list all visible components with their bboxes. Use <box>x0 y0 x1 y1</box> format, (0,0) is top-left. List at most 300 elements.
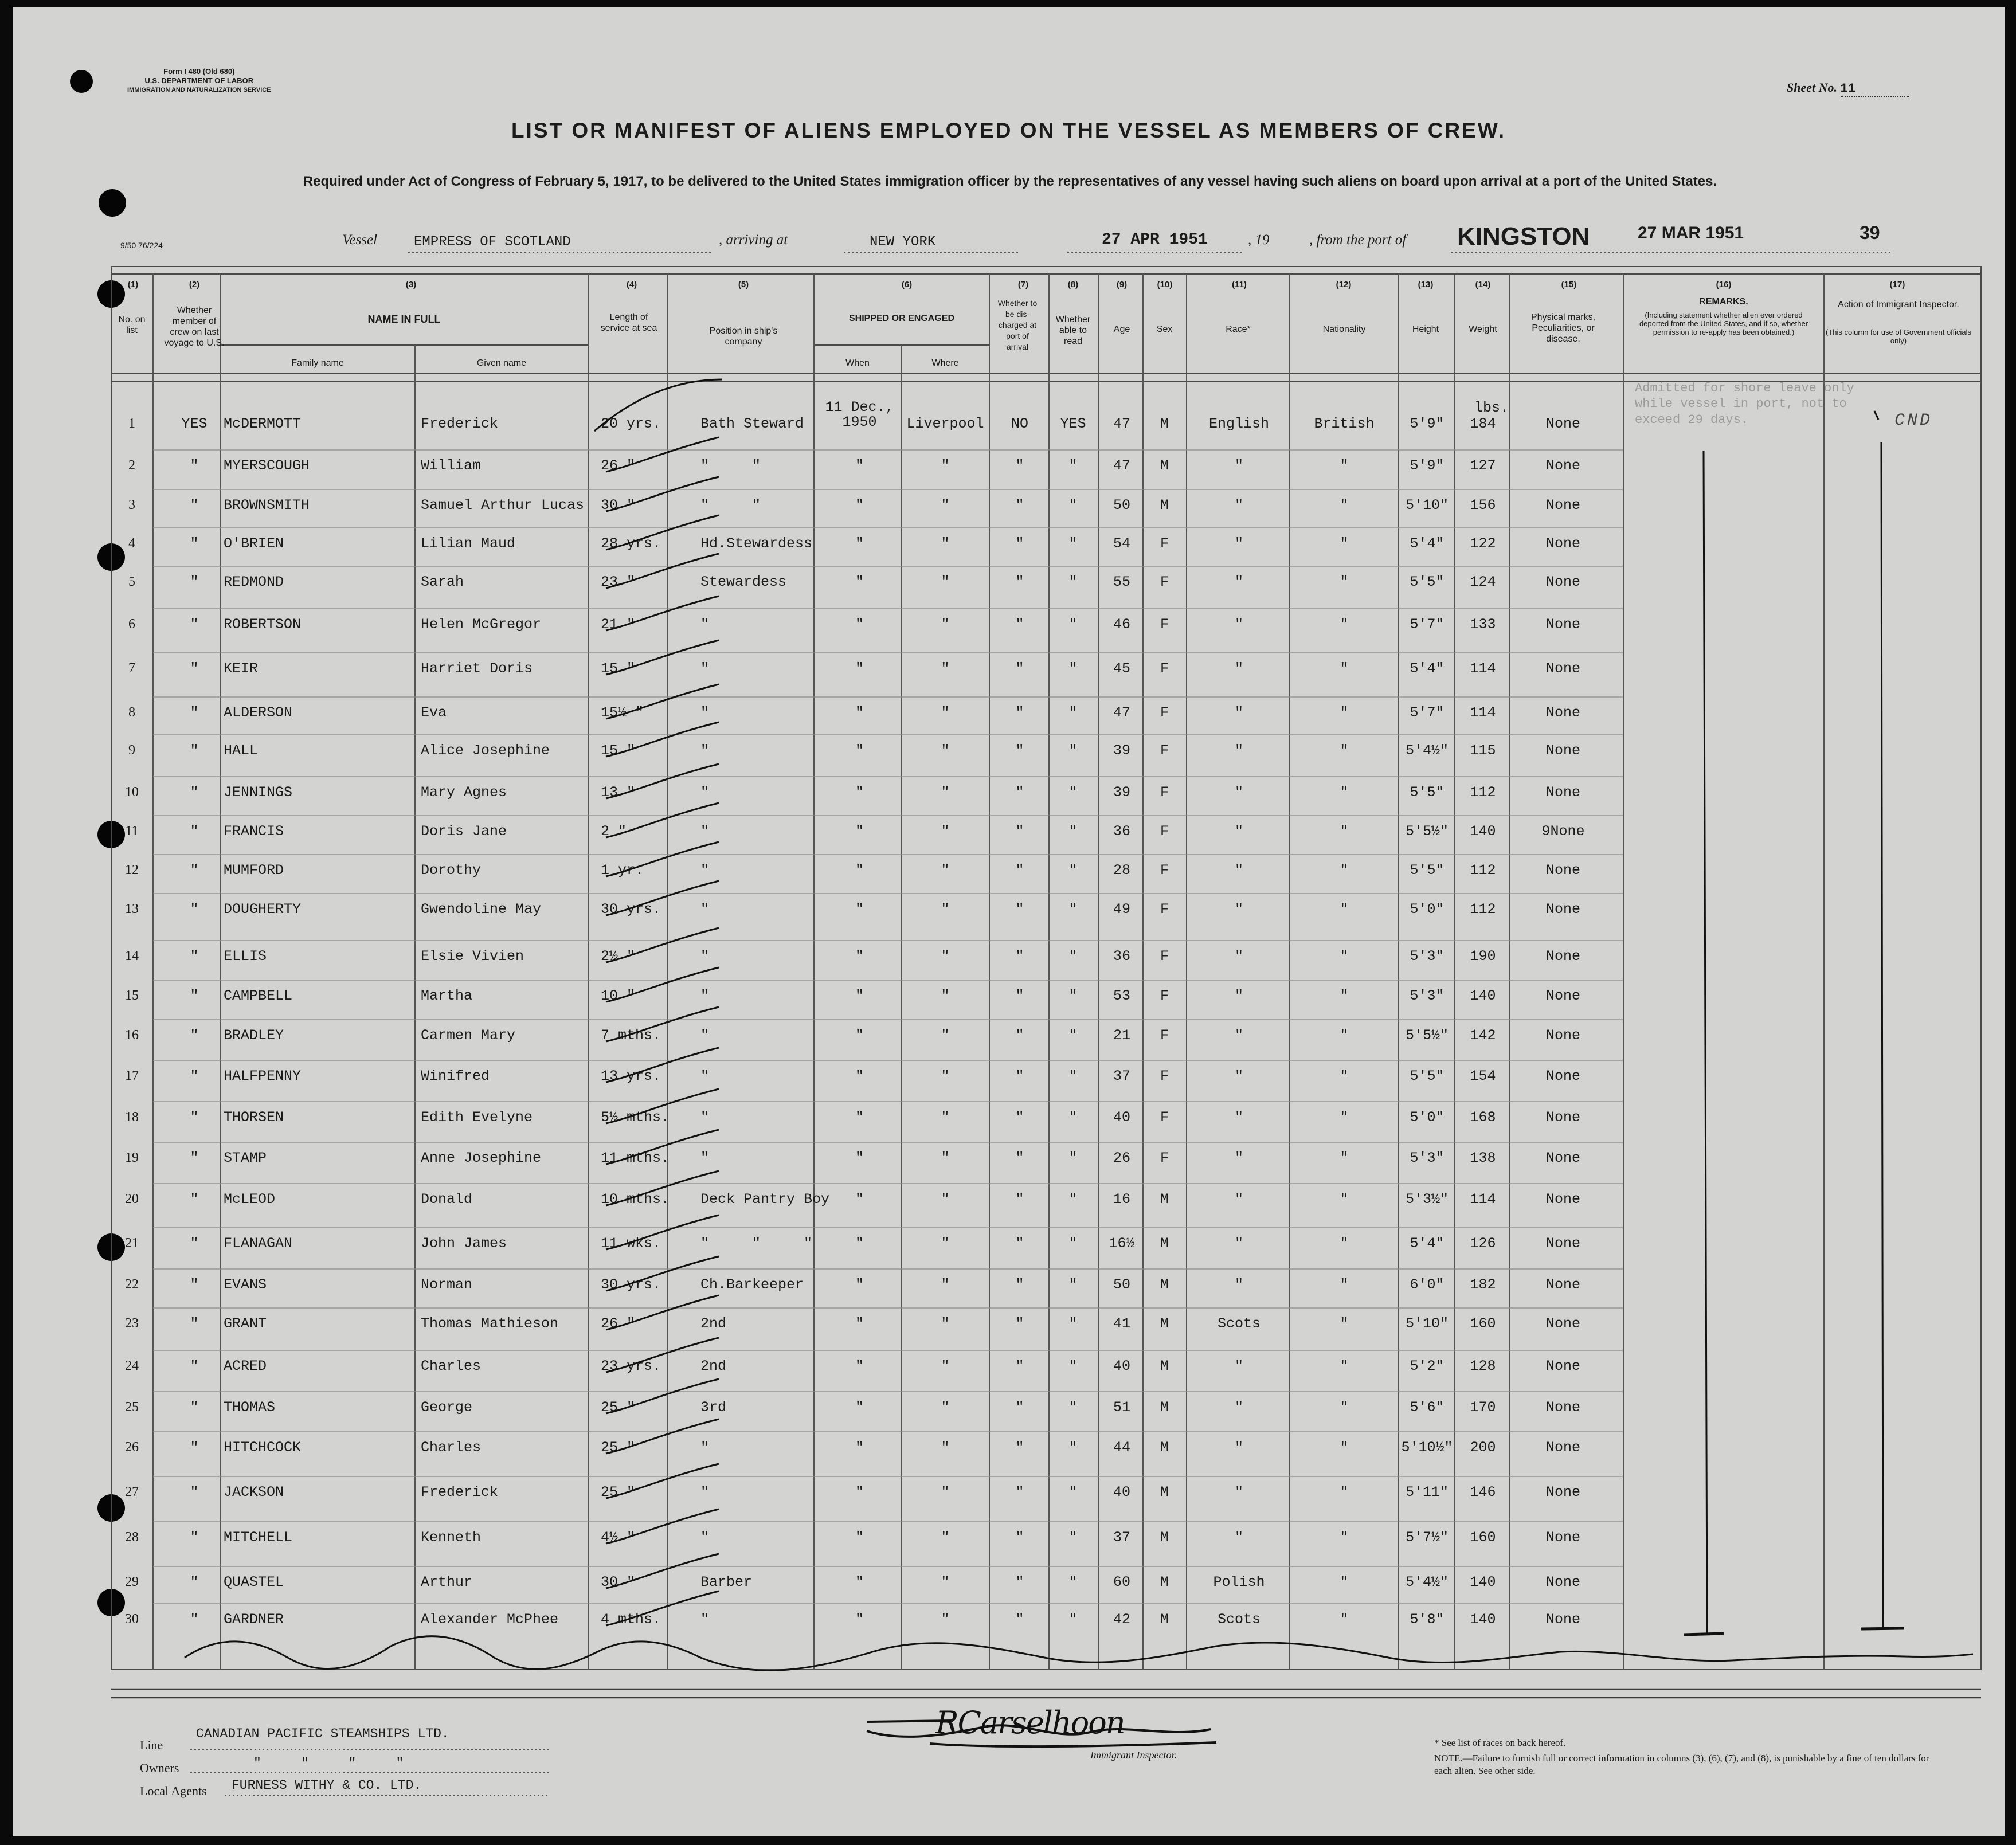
cell-height: 5'5½" <box>1405 1027 1449 1044</box>
cell-where: " <box>941 1484 950 1501</box>
cell-member: " <box>190 1191 199 1208</box>
cell-nationality: " <box>1340 1574 1349 1591</box>
cell-where: " <box>941 862 950 879</box>
penalty-note: NOTE.—Failure to furnish full or correct information in columns (3), (6), (7), and (8), is punishable by a fine of ten dollars for each alien. See other side. <box>1434 1753 1929 1776</box>
cell-age: 55 <box>1113 574 1130 590</box>
line-label: Line <box>140 1738 163 1752</box>
header-when: When <box>845 358 870 368</box>
cell-when: " <box>855 1611 864 1628</box>
cell-when: " <box>855 1068 864 1084</box>
races-note: * See list of races on back hereof. <box>1434 1737 1566 1748</box>
cell-discharged: " <box>1015 535 1024 552</box>
cell-read: " <box>1068 823 1078 840</box>
cell-member: " <box>190 784 199 801</box>
cell-discharged: " <box>1015 1150 1024 1166</box>
cell-age: 45 <box>1113 660 1130 677</box>
cell-given: Arthur <box>421 1574 473 1591</box>
cell-weight: 138 <box>1470 1150 1496 1166</box>
cell-race: " <box>1234 1109 1243 1126</box>
cell-physical: None <box>1545 574 1580 590</box>
cell-discharged: " <box>1015 1574 1024 1591</box>
cell-when: " <box>855 1439 864 1456</box>
cell-when: " <box>855 704 864 721</box>
cell-family: ALDERSON <box>224 704 293 721</box>
cell-position: " <box>700 1484 710 1501</box>
cell-read: " <box>1068 574 1078 590</box>
cell-sex: M <box>1160 497 1169 514</box>
cell-no: 2 <box>128 458 135 473</box>
cell-age: 44 <box>1113 1439 1130 1456</box>
cell-weight: 112 <box>1470 901 1496 918</box>
cell-no: 6 <box>128 617 135 632</box>
cell-when: " <box>855 901 864 918</box>
cell-read: " <box>1068 660 1078 677</box>
cell-height: 5'0" <box>1410 1109 1445 1126</box>
cell-age: 60 <box>1113 1574 1130 1591</box>
cell-when: " <box>855 742 864 759</box>
cell-no: 9 <box>128 743 135 758</box>
cell-when: " <box>855 1235 864 1252</box>
cell-where: " <box>941 574 950 590</box>
cell-member: " <box>190 1399 199 1416</box>
page-title: LIST OR MANIFEST OF ALIENS EMPLOYED ON THE VESSEL AS MEMBERS OF CREW. <box>511 119 1506 142</box>
cell-service: 4½ " <box>601 1529 636 1546</box>
cell-given: Mary Agnes <box>421 784 507 801</box>
cell-when: " <box>855 1358 864 1374</box>
cell-family: FLANAGAN <box>224 1235 293 1252</box>
cell-sex: M <box>1160 1358 1169 1374</box>
cell-weight: 200 <box>1470 1439 1496 1456</box>
cell-sex: F <box>1160 784 1169 801</box>
cell-position: " <box>700 1611 710 1628</box>
cell-given: Charles <box>421 1358 482 1374</box>
cell-given: Eva <box>421 704 447 721</box>
cell-no: 13 <box>125 902 139 916</box>
cell-family: KEIR <box>224 660 259 677</box>
cell-no: 5 <box>128 574 135 589</box>
cell-height: 5'3" <box>1410 948 1445 965</box>
cell-family: ROBERTSON <box>224 616 302 633</box>
cell-age: 40 <box>1113 1484 1130 1501</box>
cell-where: " <box>941 535 950 552</box>
cell-race: Scots <box>1217 1611 1261 1628</box>
header-remarks: REMARKS. <box>1699 297 1748 307</box>
cell-race: " <box>1234 742 1243 759</box>
cell-nationality: " <box>1340 1484 1349 1501</box>
cell-age: 39 <box>1113 742 1130 759</box>
cell-when: " <box>855 823 864 840</box>
cell-given: Norman <box>421 1276 473 1293</box>
cell-nationality: " <box>1340 1399 1349 1416</box>
cell-physical: None <box>1545 1235 1580 1252</box>
cell-given: Carmen Mary <box>421 1027 516 1044</box>
cell-sex: M <box>1160 1439 1169 1456</box>
inspector-label: Immigrant Inspector. <box>1090 1749 1177 1761</box>
cell-discharged: " <box>1015 988 1024 1004</box>
col-num: (10) <box>1157 280 1173 289</box>
arriving-port: NEW YORK <box>870 234 936 250</box>
cell-when: " <box>855 616 864 633</box>
cell-given: Doris Jane <box>421 823 507 840</box>
cell-read: " <box>1068 616 1078 633</box>
cell-given: Elsie Vivien <box>421 948 524 965</box>
cell-physical: None <box>1545 862 1580 879</box>
cell-physical: None <box>1545 1150 1580 1166</box>
cell-given: Frederick <box>421 1484 499 1501</box>
remarks-line: while vessel in port, not to <box>1635 397 1847 411</box>
cell-discharged: " <box>1015 1399 1024 1416</box>
cell-physical: 9None <box>1541 823 1585 840</box>
form-service: IMMIGRATION AND NATURALIZATION SERVICE <box>127 87 271 93</box>
cell-no: 30 <box>125 1612 139 1627</box>
cell-no: 15 <box>125 988 139 1003</box>
cell-no: 21 <box>125 1236 139 1251</box>
cell-nationality: " <box>1340 988 1349 1004</box>
cell-service: 7 mths. <box>601 1027 661 1044</box>
cell-weight: 140 <box>1470 1611 1496 1628</box>
cell-race: " <box>1234 535 1243 552</box>
cell-family: QUASTEL <box>224 1574 284 1591</box>
cell-age: 47 <box>1113 457 1130 474</box>
cell-age: 36 <box>1113 823 1130 840</box>
cell-height: 5'10½" <box>1401 1439 1453 1456</box>
cell-read: " <box>1068 1150 1078 1166</box>
cell-height: 5'5" <box>1410 784 1445 801</box>
cell-no: 27 <box>125 1484 139 1499</box>
cell-nationality: " <box>1340 1150 1349 1166</box>
cell-height: 5'10" <box>1405 497 1449 514</box>
cell-age: 16 <box>1113 1191 1130 1208</box>
cell-weight: 142 <box>1470 1027 1496 1044</box>
cell-when: 11 Dec., 1950 <box>825 399 894 430</box>
cell-given: Sarah <box>421 574 464 590</box>
cell-sex: M <box>1160 1191 1169 1208</box>
cell-position: " <box>700 1529 710 1546</box>
cell-given: Edith Evelyne <box>421 1109 533 1126</box>
cell-where: " <box>941 823 950 840</box>
departure-port: KINGSTON <box>1457 222 1590 250</box>
cell-member: " <box>190 1027 199 1044</box>
cell-when: " <box>855 1484 864 1501</box>
cell-no: 3 <box>128 498 135 512</box>
header-discharged: Whether to be dis-charged at port of arrival <box>997 299 1038 351</box>
cell-read: " <box>1068 535 1078 552</box>
header-physical: Physical marks, Peculiarities, or disease. <box>1530 312 1596 344</box>
cell-weight: 154 <box>1470 1068 1496 1084</box>
cell-when: " <box>855 1399 864 1416</box>
sheet-label: Sheet No. <box>1787 80 1837 95</box>
cell-weight: 140 <box>1470 823 1496 840</box>
cell-discharged: " <box>1015 742 1024 759</box>
cell-weight: 146 <box>1470 1484 1496 1501</box>
cell-given: Frederick <box>421 416 499 432</box>
cell-when: " <box>855 497 864 514</box>
col-num: (2) <box>189 280 200 289</box>
cell-physical: None <box>1545 1027 1580 1044</box>
cell-read: " <box>1068 1611 1078 1628</box>
header-position: Position in ship's company <box>709 326 778 347</box>
cell-height: 5'3" <box>1410 1150 1445 1166</box>
cell-when: " <box>855 535 864 552</box>
cell-discharged: " <box>1015 1276 1024 1293</box>
cell-height: 5'5½" <box>1405 823 1449 840</box>
cell-discharged: " <box>1015 660 1024 677</box>
cell-nationality: " <box>1340 660 1349 677</box>
cell-given: Dorothy <box>421 862 482 879</box>
cell-no: 25 <box>125 1400 139 1415</box>
cell-physical: None <box>1545 901 1580 918</box>
cell-position: " <box>700 1439 710 1456</box>
cell-read: " <box>1068 1235 1078 1252</box>
cell-member: " <box>190 1276 199 1293</box>
sheet-value: 11 <box>1841 81 1909 97</box>
cell-when: " <box>855 1574 864 1591</box>
col-num: (13) <box>1418 280 1434 289</box>
cell-physical: None <box>1545 1109 1580 1126</box>
cell-weight: 190 <box>1470 948 1496 965</box>
cell-position: Hd.Stewardess <box>700 535 813 552</box>
cell-no: 7 <box>128 661 135 676</box>
cell-family: THOMAS <box>224 1399 276 1416</box>
cell-height: 5'10" <box>1405 1315 1449 1332</box>
cell-height: 5'11" <box>1405 1484 1449 1501</box>
cell-nationality: " <box>1340 862 1349 879</box>
cell-position: " <box>700 784 710 801</box>
cell-position: Stewardess <box>700 574 787 590</box>
cell-when: " <box>855 574 864 590</box>
cell-read: " <box>1068 901 1078 918</box>
cell-sex: F <box>1160 988 1169 1004</box>
cell-family: JENNINGS <box>224 784 293 801</box>
cell-where: " <box>941 901 950 918</box>
cell-age: 49 <box>1113 901 1130 918</box>
cell-given: William <box>421 457 482 474</box>
cell-height: 5'5" <box>1410 1068 1445 1084</box>
cell-read: " <box>1068 1027 1078 1044</box>
cell-service: 23 " <box>601 574 636 590</box>
cell-where: " <box>941 1027 950 1044</box>
col-num: (14) <box>1475 280 1491 289</box>
cell-nationality: " <box>1340 1068 1349 1084</box>
cell-position: " <box>700 704 710 721</box>
cell-race: " <box>1234 784 1243 801</box>
cell-discharged: " <box>1015 1068 1024 1084</box>
cell-race: " <box>1234 457 1243 474</box>
cell-position: " " <box>700 497 761 514</box>
cell-age: 36 <box>1113 948 1130 965</box>
cell-position: " <box>700 988 710 1004</box>
cell-physical: None <box>1545 616 1580 633</box>
cell-family: ACRED <box>224 1358 267 1374</box>
cell-nationality: " <box>1340 823 1349 840</box>
cell-service: 1 yr. <box>601 862 644 879</box>
cell-nationality: " <box>1340 1358 1349 1374</box>
form-code: 9/50 76/224 <box>120 241 163 250</box>
cell-physical: None <box>1545 535 1580 552</box>
header-height: Height <box>1412 324 1439 334</box>
cell-race: " <box>1234 1276 1243 1293</box>
cell-service: 23 yrs. <box>601 1358 661 1374</box>
col-num: (11) <box>1232 280 1247 289</box>
cell-read: " <box>1068 1109 1078 1126</box>
inspector-signature: RCarselhoon <box>935 1705 1125 1741</box>
col-num: (5) <box>738 280 749 289</box>
manifest-sheet <box>13 7 2005 1836</box>
cell-age: 50 <box>1113 497 1130 514</box>
cell-height: 5'3" <box>1410 988 1445 1004</box>
cell-given: George <box>421 1399 473 1416</box>
cell-discharged: " <box>1015 1484 1024 1501</box>
cell-member: " <box>190 457 199 474</box>
cell-service: 26 " <box>601 1315 636 1332</box>
cell-where: " <box>941 616 950 633</box>
cell-member: " <box>190 948 199 965</box>
cell-read: " <box>1068 784 1078 801</box>
cell-discharged: " <box>1015 1315 1024 1332</box>
cell-height: 5'7" <box>1410 704 1445 721</box>
header-where: Where <box>931 358 959 368</box>
cell-family: GRANT <box>224 1315 267 1332</box>
header-member-last-voyage: Whether member of crew on last voyage to U.S. <box>164 305 225 348</box>
cell-race: " <box>1234 1399 1243 1416</box>
cell-family: BROWNSMITH <box>224 497 310 514</box>
cell-physical: None <box>1545 1399 1580 1416</box>
cell-read: " <box>1068 862 1078 879</box>
cell-member: " <box>190 988 199 1004</box>
cell-member: " <box>190 1109 199 1126</box>
cell-height: 5'8" <box>1410 1611 1445 1628</box>
cell-when: " <box>855 1276 864 1293</box>
cell-race: English <box>1208 416 1270 432</box>
header-age: Age <box>1113 324 1130 334</box>
cell-race: " <box>1234 616 1243 633</box>
cell-read: " <box>1068 1399 1078 1416</box>
cell-physical: None <box>1545 784 1580 801</box>
cell-weight: 160 <box>1470 1315 1496 1332</box>
cell-member: " <box>190 1235 199 1252</box>
cell-member: " <box>190 1150 199 1166</box>
cell-nationality: " <box>1340 457 1349 474</box>
cell-race: " <box>1234 1235 1243 1252</box>
cell-no: 1 <box>128 416 135 431</box>
cell-age: 16½ <box>1109 1235 1135 1252</box>
cell-age: 37 <box>1113 1068 1130 1084</box>
cell-discharged: " <box>1015 1235 1024 1252</box>
cell-age: 47 <box>1113 704 1130 721</box>
cell-sex: F <box>1160 823 1169 840</box>
col-num: (16) <box>1716 280 1732 289</box>
cell-family: HITCHCOCK <box>224 1439 302 1456</box>
cell-discharged: " <box>1015 616 1024 633</box>
cell-no: 20 <box>125 1192 139 1207</box>
cell-sex: F <box>1160 616 1169 633</box>
cell-race: " <box>1234 1358 1243 1374</box>
cell-sex: F <box>1160 574 1169 590</box>
cell-service: 21 " <box>601 616 636 633</box>
cell-position: 2nd <box>700 1315 727 1332</box>
cell-read: " <box>1068 1276 1078 1293</box>
cell-service: 11 mths. <box>601 1150 670 1166</box>
cell-discharged: " <box>1015 1529 1024 1546</box>
cell-service: 2½ " <box>601 948 636 965</box>
cell-sex: M <box>1160 1276 1169 1293</box>
cell-service: 25 " <box>601 1399 636 1416</box>
cell-given: Alice Josephine <box>421 742 550 759</box>
cell-weight: 114 <box>1470 1191 1496 1208</box>
header-no-on-list: No. on list <box>118 315 146 335</box>
line-value: CANADIAN PACIFIC STEAMSHIPS LTD. <box>196 1726 449 1741</box>
cell-race: " <box>1234 1439 1243 1456</box>
cell-where: " <box>941 1574 950 1591</box>
cell-height: 5'4" <box>1410 535 1445 552</box>
cell-where: " <box>941 1439 950 1456</box>
cell-physical: None <box>1545 742 1580 759</box>
cell-when: " <box>855 988 864 1004</box>
cell-service: 26 " <box>601 457 636 474</box>
cell-race: " <box>1234 704 1243 721</box>
cell-no: 29 <box>125 1574 139 1589</box>
cell-read: " <box>1068 704 1078 721</box>
cell-position: Barber <box>700 1574 753 1591</box>
cell-physical: None <box>1545 704 1580 721</box>
cell-physical: None <box>1545 1484 1580 1501</box>
year-label: , 19 <box>1248 232 1270 248</box>
cell-position: " " <box>700 457 761 474</box>
cell-weight: 160 <box>1470 1529 1496 1546</box>
cell-service: 2 " <box>601 823 627 840</box>
cell-weight: 140 <box>1470 1574 1496 1591</box>
cell-service: 15 " <box>601 660 636 677</box>
cell-race: Polish <box>1213 1574 1265 1591</box>
arriving-label: , arriving at <box>719 232 788 248</box>
cell-given: Helen McGregor <box>421 616 542 633</box>
cell-height: 5'5" <box>1410 862 1445 879</box>
cell-member: " <box>190 574 199 590</box>
cell-read: " <box>1068 1574 1078 1591</box>
cell-family: JACKSON <box>224 1484 284 1501</box>
cell-position: " <box>700 660 710 677</box>
cell-race: " <box>1234 988 1243 1004</box>
cell-position: Ch.Barkeeper <box>700 1276 804 1293</box>
cell-service: 11 wks. <box>601 1235 661 1252</box>
cell-member: " <box>190 1315 199 1332</box>
cell-family: BRADLEY <box>224 1027 284 1044</box>
cell-read: " <box>1068 1529 1078 1546</box>
cell-family: DOUGHERTY <box>224 901 302 918</box>
cell-physical: None <box>1545 1276 1580 1293</box>
cell-race: " <box>1234 497 1243 514</box>
cell-member: " <box>190 660 199 677</box>
vessel-name: EMPRESS OF SCOTLAND <box>414 234 571 250</box>
cell-read: " <box>1068 742 1078 759</box>
cell-service: 10 mths. <box>601 1191 670 1208</box>
cell-member: " <box>190 901 199 918</box>
cell-nationality: " <box>1340 1315 1349 1332</box>
header-weight: Weight <box>1469 324 1497 334</box>
cell-member: " <box>190 1529 199 1546</box>
cell-no: 17 <box>125 1068 139 1083</box>
cell-when: " <box>855 948 864 965</box>
agents-label: Local Agents <box>140 1784 207 1798</box>
cell-family: O'BRIEN <box>224 535 284 552</box>
cell-where: " <box>941 1109 950 1126</box>
cell-height: 5'4½" <box>1405 1574 1449 1591</box>
cell-where: " <box>941 1611 950 1628</box>
cell-weight: 184 <box>1470 416 1496 432</box>
col-num: (9) <box>1116 280 1128 289</box>
header-action-note: (This column for use of Government officials only) <box>1825 328 1972 345</box>
cell-where: " <box>941 704 950 721</box>
